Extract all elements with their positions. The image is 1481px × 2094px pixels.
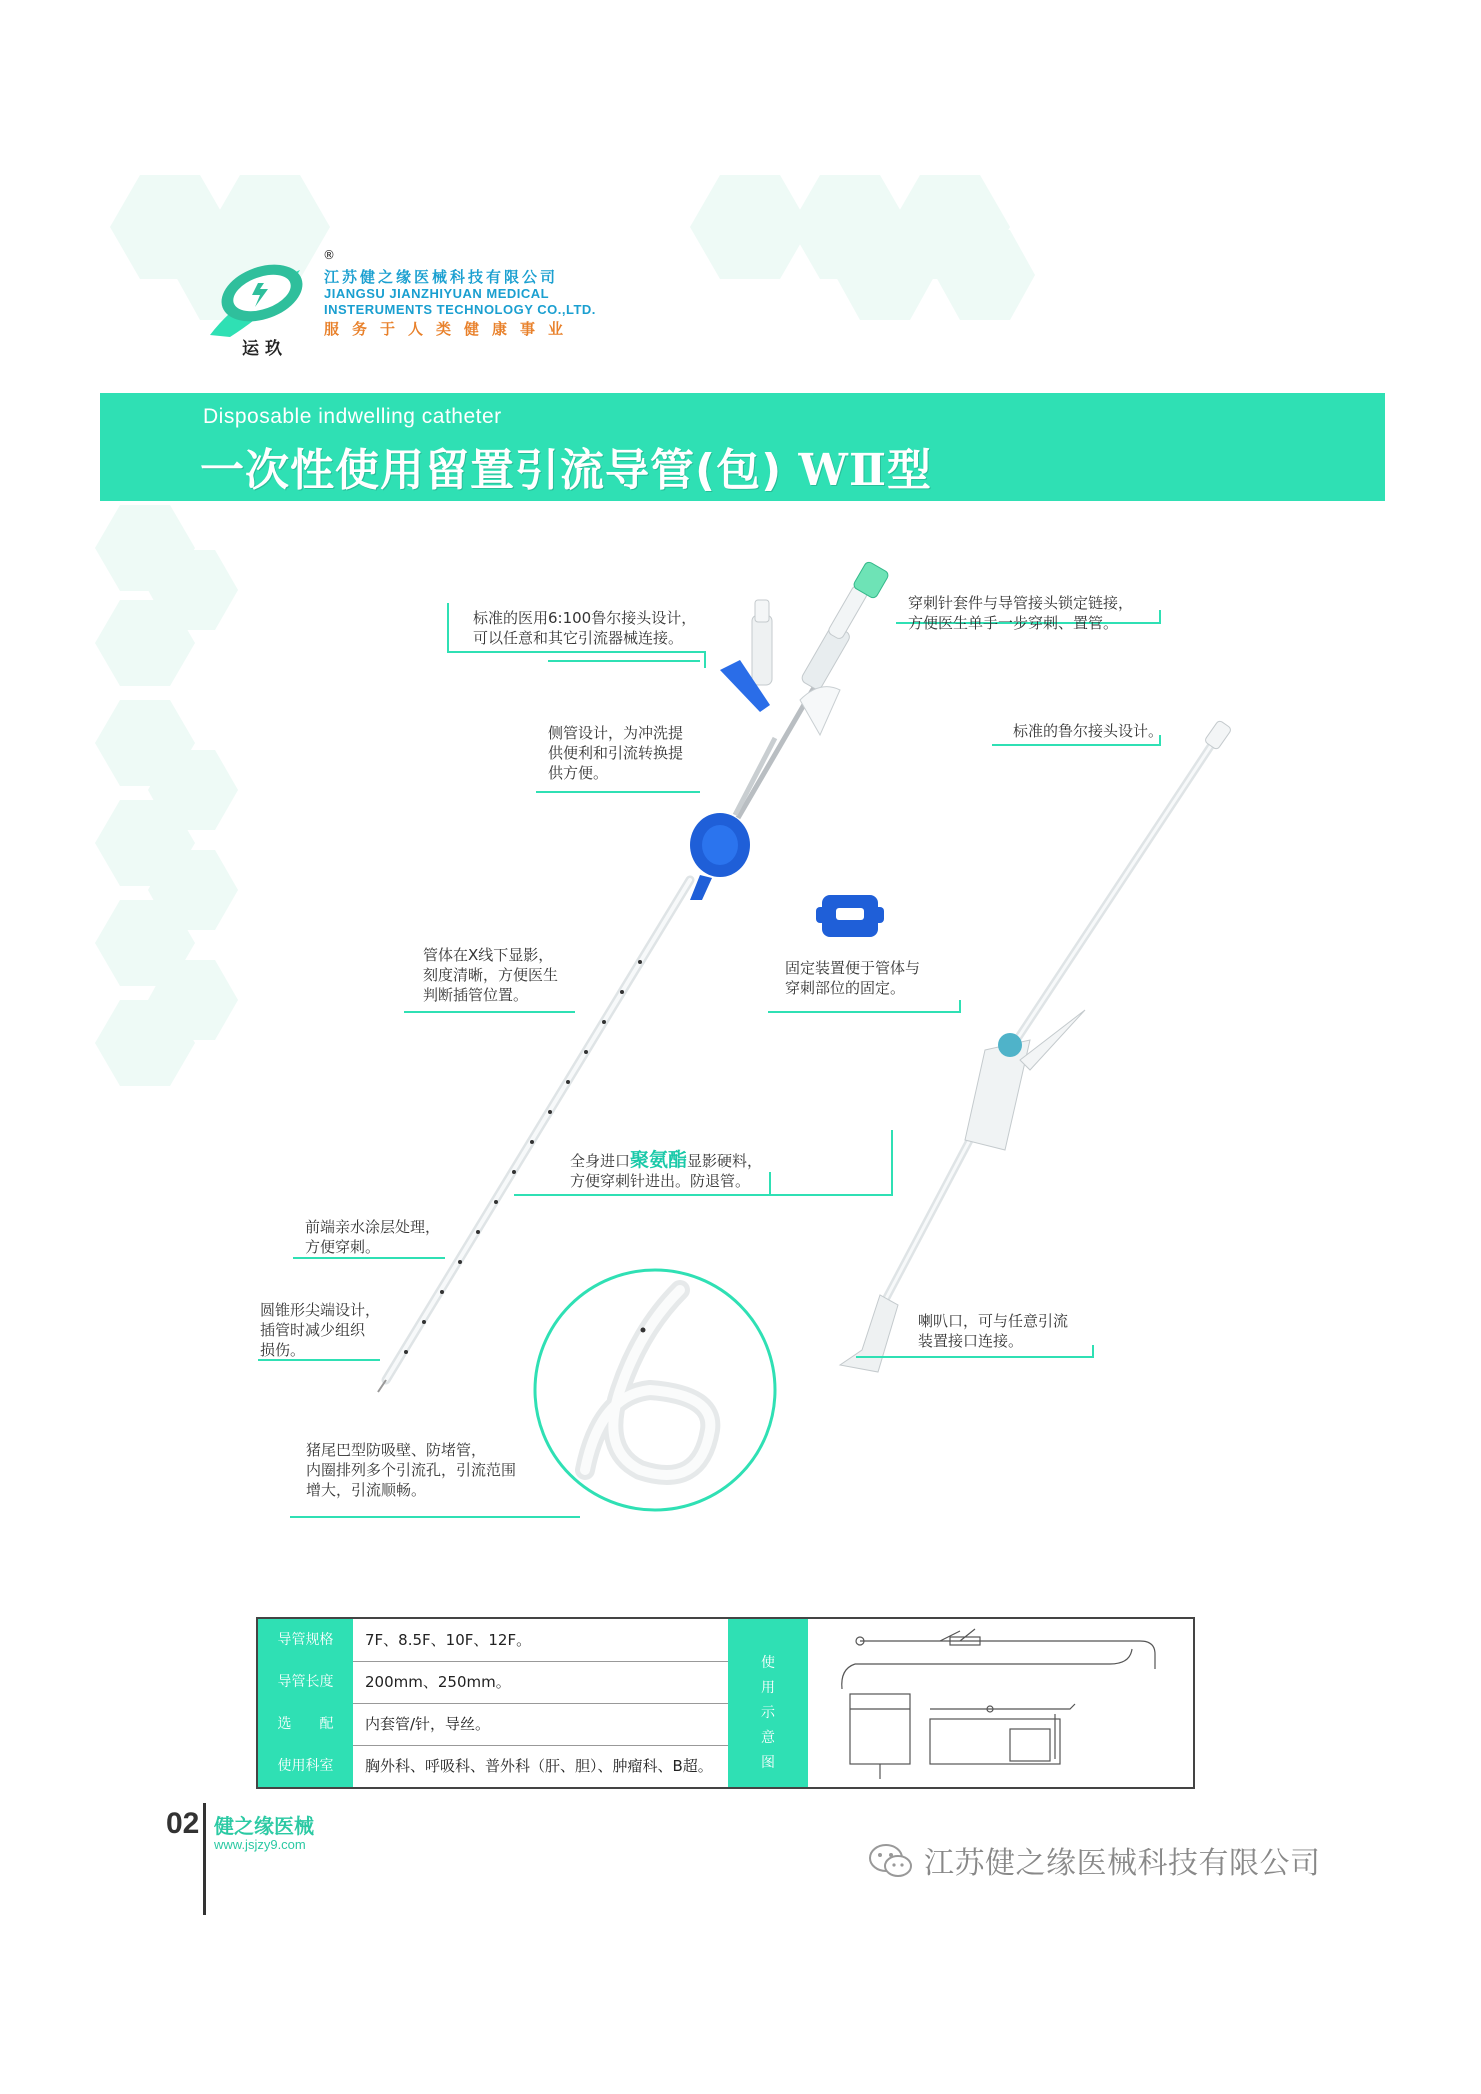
- callout-side-tube: [548, 723, 683, 783]
- spec-key: 导管长度: [258, 1661, 353, 1703]
- spec-table: [256, 1617, 1195, 1789]
- callout-side-tube-line3: 供方便。: [548, 764, 609, 782]
- callout-needle-lock-line1: 穿刺针套件与导管接头锁定链接，: [908, 594, 1134, 612]
- callout-pigtail-line1: 猪尾巴型防吸壁、防堵管，: [306, 1441, 487, 1459]
- usage-diagram: [810, 1619, 1193, 1787]
- callout-coating-line1: 前端亲水涂层处理，: [305, 1218, 441, 1236]
- spec-row: [258, 1619, 728, 1662]
- callout-standard-luer: [1013, 721, 1163, 741]
- usage-diagram-label-cell: [728, 1619, 808, 1787]
- callout-pigtail-line2: 内圈排列多个引流孔，引流范围: [306, 1461, 517, 1479]
- callout-tip-line1: 圆锥形尖端设计，: [260, 1301, 381, 1319]
- company-name-en-line2: INSTERUMENTS TECHNOLOGY CO.,LTD.: [324, 302, 596, 317]
- callout-material-line1: [570, 1150, 762, 1171]
- callout-trumpet-line1: 喇叭口，可与任意引流: [918, 1312, 1069, 1330]
- wechat-icon: [866, 1842, 916, 1880]
- callout-tip: [260, 1300, 380, 1360]
- callout-pigtail: [306, 1440, 516, 1500]
- callout-standard-luer-line1: 标准的鲁尔接头设计。: [1013, 722, 1164, 740]
- page-divider: [203, 1803, 206, 1915]
- callout-material: [570, 1150, 762, 1191]
- title-cn-main: 一次性使用留置引流导管(包): [200, 445, 783, 496]
- spec-value: 7F、8.5F、10F、12F。: [365, 1631, 532, 1649]
- footer-url: www.jsjzy9.com: [214, 1837, 306, 1852]
- callout-xray: [423, 945, 558, 1005]
- watermark-text: 江苏健之缘医械科技有限公司: [924, 1846, 1321, 1881]
- company-slogan: 服务于人类健康事业: [324, 320, 577, 338]
- spec-key: 导管规格: [258, 1619, 353, 1661]
- callout-luer-connector: [473, 608, 696, 648]
- callout-tip-line3: 损伤。: [260, 1341, 306, 1359]
- callout-needle-lock-line2: 方便医生单手一步穿刺、置管。: [908, 614, 1119, 632]
- spec-value: 内套管/针，导丝。: [365, 1715, 491, 1733]
- spec-value: 胸外科、呼吸科、普外科（肝、胆）、肿瘤科、B超。: [365, 1757, 713, 1775]
- callout-xray-line2: 刻度清晰，方便医生: [423, 966, 559, 984]
- company-name-cn: 江苏健之缘医械科技有限公司: [324, 268, 559, 286]
- callout-side-tube-line2: 供便利和引流转换提: [548, 744, 684, 762]
- title-en: Disposable indwelling catheter: [203, 405, 502, 428]
- spec-key: 使用科室: [258, 1745, 353, 1787]
- pigtail-inset: [535, 1270, 775, 1510]
- callout-coating-line2: 方便穿刺。: [305, 1238, 381, 1256]
- right-catheter: [840, 720, 1232, 1372]
- callout-fixing-line1: 固定装置便于管体与: [785, 959, 921, 977]
- callout-luer-line2: 可以任意和其它引流器械连接。: [473, 629, 684, 647]
- callout-luer-line1: 标准的医用6:100鲁尔接头设计，: [473, 609, 697, 627]
- material-highlight: 聚氨酯: [630, 1149, 688, 1171]
- callout-material-line2: 方便穿刺针进出。防退管。: [570, 1172, 751, 1190]
- callout-coating: [305, 1217, 440, 1257]
- material-pre: 全身进口: [570, 1152, 631, 1170]
- callout-needle-lock: [908, 593, 1133, 633]
- callout-xray-line3: 判断插管位置。: [423, 986, 529, 1004]
- title-model: WⅡ型: [798, 445, 933, 496]
- spec-row: [258, 1745, 728, 1787]
- fixing-device: [816, 895, 884, 937]
- company-name-en-line1: JIANGSU JIANZHIYUAN MEDICAL: [324, 286, 550, 301]
- callout-fixing-device: [785, 958, 920, 998]
- callout-trumpet: [918, 1311, 1068, 1351]
- material-post: 显影硬料，: [687, 1152, 763, 1170]
- spec-value: 200mm、250mm。: [365, 1673, 511, 1691]
- logo-text: 运玖: [242, 339, 288, 359]
- callout-trumpet-line2: 装置接口连接。: [918, 1332, 1024, 1350]
- page-number: 02: [166, 1807, 200, 1840]
- footer-brand: 健之缘医械: [214, 1814, 314, 1838]
- callout-pigtail-line3: 增大，引流顺畅。: [306, 1481, 427, 1499]
- callout-xray-line1: 管体在X线下显影，: [423, 946, 554, 964]
- callout-side-tube-line1: 侧管设计，为冲洗提: [548, 724, 684, 742]
- spec-key: 选 配: [258, 1703, 353, 1745]
- callout-fixing-line2: 穿刺部位的固定。: [785, 979, 906, 997]
- usage-diagram-label: 使用示意图: [761, 1655, 775, 1771]
- registered-mark: ®: [323, 248, 335, 262]
- spec-row: [258, 1661, 728, 1704]
- callout-tip-line2: 插管时减少组织: [260, 1321, 366, 1339]
- spec-row: [258, 1703, 728, 1746]
